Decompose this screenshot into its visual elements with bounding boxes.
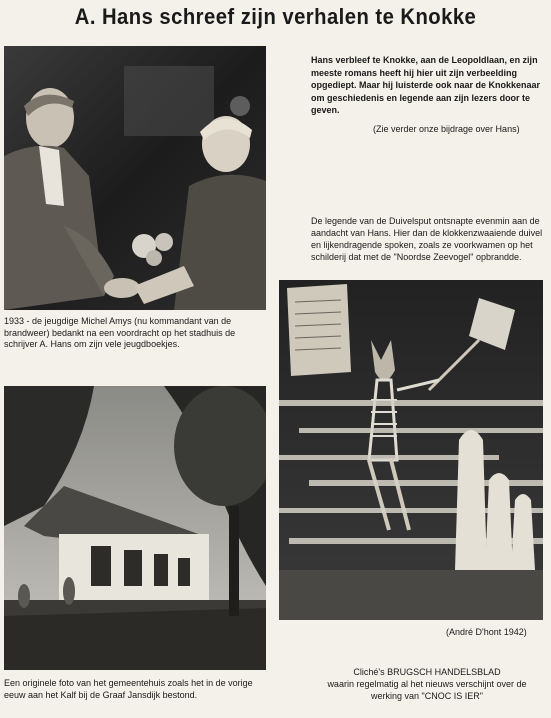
lead-reference-note: (Zie verder onze bijdrage over Hans) xyxy=(373,124,520,134)
footer-credit-line1: Cliché's BRUGSCH HANDELSBLAD xyxy=(353,667,501,677)
footer-credit-line2: waarin regelmatig al het nieuws verschijnt over de werking van "CNOC IS IER" xyxy=(327,679,527,701)
photo-gemeentehuis xyxy=(4,386,266,670)
photo-hans-and-boy xyxy=(4,46,266,310)
painting-duivelsput xyxy=(279,280,543,620)
footer-credit xyxy=(311,666,543,702)
photo1-caption: 1933 - de jeugdige Michel Amys (nu kommandant van de brandweer) bedankt na een voordracht op het stadhuis de schrijver A. Hans om zijn vele jeugdboekjes. xyxy=(4,316,236,349)
page-title: A. Hans schreef zijn verhalen te Knokke xyxy=(74,4,477,29)
photo2-caption: Een originele foto van het gemeentehuis zoals het in de vorige eeuw aan het Kalf bij de Graaf Jansdijk bestond. xyxy=(4,678,253,700)
lead-paragraph: Hans verbleef te Knokke, aan de Leopoldlaan, en zijn meeste romans heeft hij hier uit zijn verbeelding opgediept. Maar hij luisterde ook naar de Knokkenaar om geschiedenis en legende aan zijn lezers door te geven. xyxy=(311,55,541,115)
painting-intro: De legende van de Duivelsput ontsnapte evenmin aan de aandacht van Hans. Hier dan de klokkenzwaaiende duivel en lijkendragende spoken, zoals ze voorkwamen op het schilderij dat met de "Noordse Zeevogel" opbrandde. xyxy=(311,216,543,262)
painting-credit: (André D'hont 1942) xyxy=(446,627,527,637)
